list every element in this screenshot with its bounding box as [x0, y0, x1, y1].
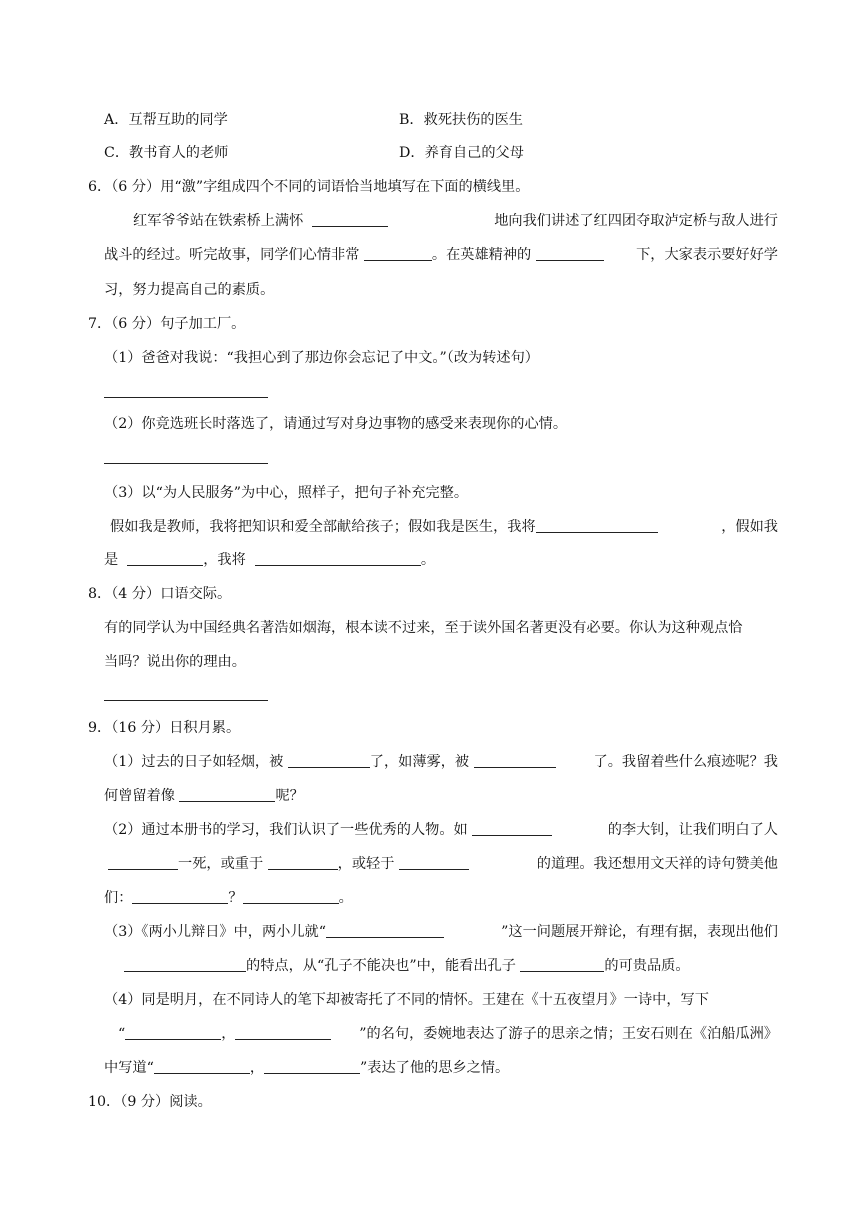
answer-blank[interactable] [125, 1025, 221, 1040]
answer-blank[interactable] [520, 957, 604, 972]
question-6-heading: 6．（6 分）用“激”字组成四个不同的词语恰当地填写在下面的横线里。 [88, 179, 530, 195]
question-6-line-1: 红军爷爷站在铁索桥上满怀 地向我们讲述了红四团夺取泸定桥与敌人进行 [133, 213, 778, 229]
answer-blank[interactable] [179, 787, 275, 802]
option-a: A．互帮互助的同学 [104, 112, 228, 128]
option-d: D．养育自己的父母 [399, 145, 524, 161]
answer-blank[interactable] [108, 855, 178, 870]
question-9-part-1-line-1: （1）过去的日子如轻烟，被 了，如薄雾，被 了。我留着些什么痕迹呢？我 [104, 754, 778, 770]
question-9-part-1-line-2: 何曾留着像 呢？ [104, 788, 304, 804]
question-6-line-2: 战斗的经过。听完故事，同学们心情非常 。在英雄精神的 下，大家表示要好好学 [104, 247, 778, 263]
answer-blank[interactable] [127, 551, 203, 566]
question-9-heading: 9．（16 分）日积月累。 [88, 720, 241, 736]
answer-blank[interactable] [364, 246, 432, 261]
answer-line[interactable] [104, 397, 268, 398]
question-9-part-3-line-1: （3）《两小儿辩日》中，两小儿就“ ”这一问题展开辩论，有理有据，表现出他们 [104, 924, 778, 940]
answer-blank[interactable] [124, 957, 246, 972]
answer-blank[interactable] [264, 1059, 360, 1074]
answer-blank[interactable] [326, 923, 444, 938]
question-8-line-1: 有的同学认为中国经典名著浩如烟海，根本读不过来，至于读外国名著更没有必要。你认为这种观点恰 [104, 620, 743, 636]
question-9-part-4-line-1: （4）同是明月，在不同诗人的笔下却被寄托了不同的情怀。王建在《十五夜望月》一诗中，写下 [104, 992, 709, 1008]
answer-blank[interactable] [312, 212, 388, 227]
answer-blank[interactable] [154, 1059, 250, 1074]
question-8-line-2: 当吗？说出你的理由。 [104, 654, 246, 670]
answer-blank[interactable] [288, 753, 370, 768]
answer-blank[interactable] [235, 1025, 331, 1040]
question-7-part-3-line-2: 是 ，我将 。 [104, 552, 436, 568]
question-9-part-2-line-2: 一死，或重于 ，或轻于 的道理。我还想用文天祥的诗句赞美他 [108, 854, 778, 874]
question-7-part-3: （3）以“为人民服务”为中心，照样子，把句子补充完整。 [104, 485, 469, 501]
answer-blank[interactable] [536, 518, 658, 533]
answer-blank[interactable] [536, 246, 604, 261]
question-7-part-3-line-1: 假如我是教师，我将把知识和爱全部献给孩子；假如我是医生，我将 ，假如我 [110, 519, 778, 535]
answer-line[interactable] [104, 463, 268, 464]
question-10-heading: 10．（9 分）阅读。 [88, 1094, 212, 1110]
answer-blank[interactable] [268, 855, 338, 870]
question-7-heading: 7．（6 分）句子加工厂。 [88, 316, 246, 332]
answer-blank[interactable] [399, 855, 469, 870]
question-8-heading: 8．（4 分）口语交际。 [88, 586, 232, 602]
answer-blank[interactable] [474, 753, 556, 768]
answer-blank[interactable] [472, 821, 552, 836]
question-9-part-3-line-2: 的特点，从“孔子不能决也”中，能看出孔子 的可贵品质。 [124, 956, 690, 976]
option-c: C．教书育人的老师 [104, 145, 229, 161]
question-9-part-4-line-2: “ ， ”的名句，委婉地表达了游子的思亲之情；王安石则在《泊船瓜洲》 [118, 1026, 778, 1042]
question-9-part-2-line-3: 们： ？ 。 [104, 890, 353, 906]
answer-blank[interactable] [243, 889, 339, 904]
answer-blank[interactable] [255, 551, 421, 566]
answer-blank[interactable] [132, 889, 228, 904]
question-7-part-2: （2）你竞选班长时落选了，请通过写对身边事物的感受来表现你的心情。 [104, 416, 568, 432]
question-9-part-2-line-1: （2）通过本册书的学习，我们认识了一些优秀的人物。如 的李大钊，让我们明白了人 [104, 822, 778, 838]
answer-line[interactable] [104, 700, 268, 701]
question-6-line-3: 习，努力提高自己的素质。 [104, 282, 275, 298]
option-b: B．救死扶伤的医生 [399, 112, 523, 128]
question-7-part-1: （1）爸爸对我说：“我担心到了那边你会忘记了中文。”（改为转述句） [104, 350, 539, 366]
question-9-part-4-line-3: 中写道“ ， ”表达了他的思乡之情。 [104, 1060, 510, 1076]
